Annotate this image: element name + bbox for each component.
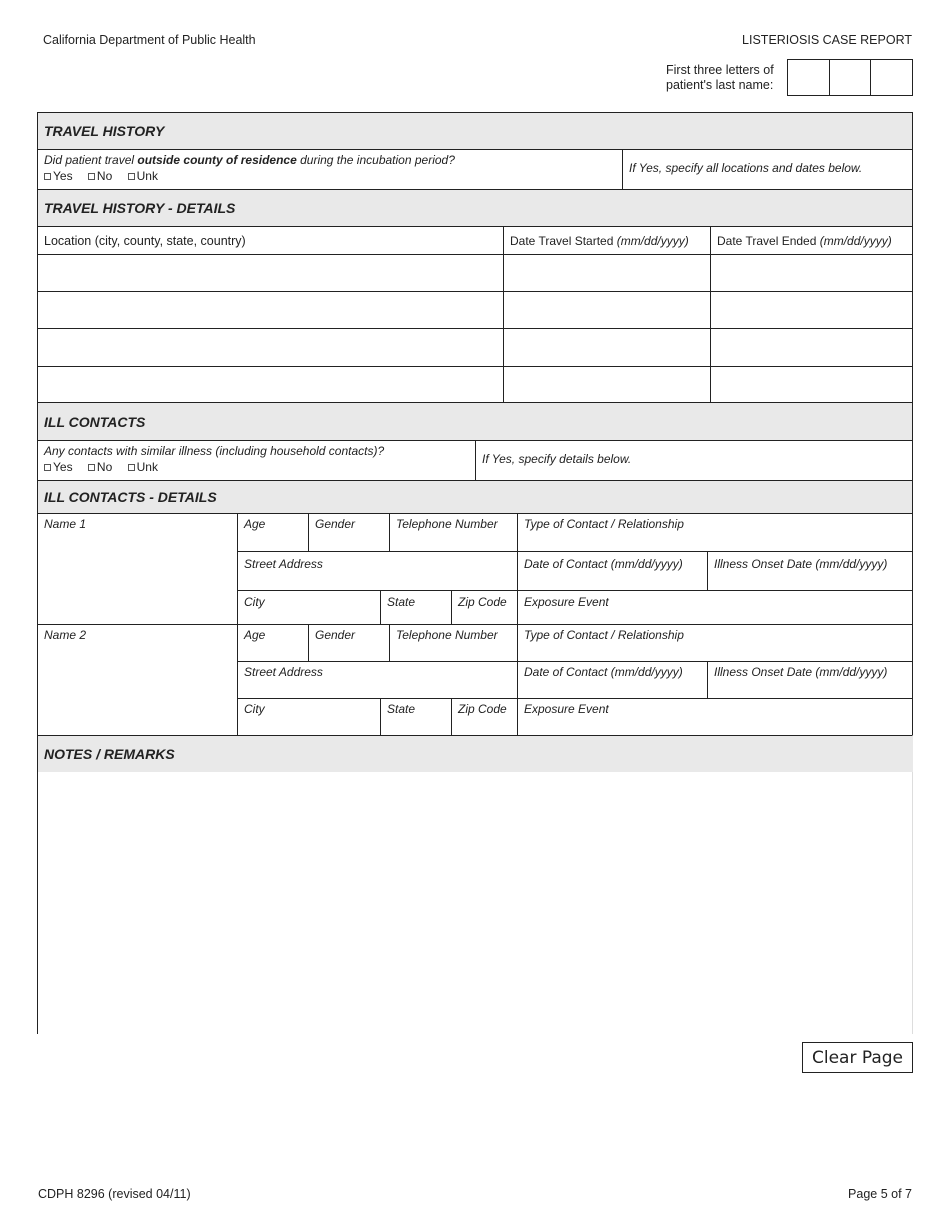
contact-1-exposure-label: Exposure Event: [524, 595, 609, 609]
initial-box-1[interactable]: [788, 60, 829, 95]
travel-question-cell: [37, 149, 623, 190]
contact-1-date-contact[interactable]: [517, 551, 708, 591]
agency-name: California Department of Public Health: [43, 33, 256, 47]
contact-2-phone-label: Telephone Number: [396, 628, 498, 642]
initial-box-3[interactable]: [870, 60, 912, 95]
travel-row-3-start[interactable]: [503, 328, 711, 367]
contact-2-gender[interactable]: [308, 624, 390, 662]
contact-1-state-label: State: [387, 595, 416, 609]
travel-row-1-start[interactable]: [503, 254, 711, 292]
col-start-format: (mm/dd/yyyy): [616, 234, 689, 248]
contact-1-city-label: City: [244, 595, 265, 609]
ill-contacts-header: [37, 402, 913, 441]
ill-option-yes[interactable]: [44, 460, 73, 475]
contact-2-city[interactable]: [237, 698, 381, 736]
travel-row-4-start[interactable]: [503, 366, 711, 403]
checkbox-icon[interactable]: [44, 464, 51, 471]
col-location: [37, 226, 504, 255]
contact-2-zip-label: Zip Code: [458, 702, 507, 716]
contact-1-gender-label: Gender: [315, 517, 356, 531]
travel-row-4-location[interactable]: [37, 366, 504, 403]
contact-2-onset[interactable]: [707, 661, 913, 699]
travel-option-yes[interactable]: [44, 169, 73, 184]
contact-2-name-label: Name 2: [44, 628, 87, 642]
checkbox-icon[interactable]: [88, 173, 95, 180]
travel-option-unk[interactable]: [128, 169, 158, 184]
notes-title: NOTES / REMARKS: [44, 746, 175, 762]
travel-history-header: [37, 112, 913, 150]
ill-question: Any contacts with similar illness (including household contacts)?: [44, 444, 385, 458]
col-end-label: Date Travel Ended: [717, 234, 820, 248]
contact-1-type[interactable]: [517, 513, 913, 552]
ill-if-yes-cell: [475, 440, 913, 481]
initials-label: [666, 63, 784, 93]
contact-1-gender[interactable]: [308, 513, 390, 552]
travel-history-title: TRAVEL HISTORY: [44, 123, 165, 139]
travel-row-1-end[interactable]: [710, 254, 913, 292]
contact-2-street-label: Street Address: [244, 665, 323, 679]
ill-question-cell: [37, 440, 476, 481]
travel-question: [44, 152, 616, 169]
contact-2-date-contact-label: Date of Contact (mm/dd/yyyy): [524, 665, 683, 679]
report-title: LISTERIOSIS CASE REPORT: [742, 33, 912, 47]
form-id: CDPH 8296 (revised 04/11): [38, 1187, 191, 1201]
travel-question-pre: Did patient travel: [44, 153, 138, 167]
ill-option-no[interactable]: [88, 460, 112, 475]
notes-textarea[interactable]: [37, 772, 913, 1034]
contact-2-phone[interactable]: [389, 624, 518, 662]
ill-options: [44, 460, 469, 475]
travel-option-unk-label: Unk: [136, 169, 158, 183]
ill-details-title: ILL CONTACTS - DETAILS: [44, 489, 217, 505]
travel-row-2-end[interactable]: [710, 291, 913, 329]
col-date-started: [503, 226, 711, 255]
ill-option-yes-label: Yes: [53, 460, 73, 474]
contact-2-age[interactable]: [237, 624, 309, 662]
contact-2-age-label: Age: [244, 628, 266, 642]
contact-2-zip[interactable]: [451, 698, 518, 736]
contact-2-type[interactable]: [517, 624, 913, 662]
travel-option-no-label: No: [96, 169, 113, 183]
contact-1-type-label: Type of Contact / Relationship: [524, 517, 684, 531]
contact-2-city-label: City: [244, 702, 265, 716]
contact-1-phone[interactable]: [389, 513, 518, 552]
travel-question-post: during the incubation period?: [296, 153, 455, 167]
travel-if-yes-cell: [622, 149, 913, 190]
contact-1-city[interactable]: [237, 590, 381, 625]
contact-1-zip-label: Zip Code: [458, 595, 507, 609]
contact-2-onset-label: Illness Onset Date (mm/dd/yyyy): [714, 665, 888, 679]
travel-option-no[interactable]: [88, 169, 112, 184]
contact-1-zip[interactable]: [451, 590, 518, 625]
contact-2-state[interactable]: [380, 698, 452, 736]
ill-contacts-title: ILL CONTACTS: [44, 413, 146, 430]
travel-details-title: TRAVEL HISTORY - DETAILS: [44, 200, 236, 216]
contact-1-age[interactable]: [237, 513, 309, 552]
contact-1-street-label: Street Address: [244, 557, 323, 571]
contact-2-exposure[interactable]: [517, 698, 913, 736]
contact-1-exposure[interactable]: [517, 590, 913, 625]
col-location-label: Location (city, county, state, country): [44, 234, 246, 248]
checkbox-icon[interactable]: [44, 173, 51, 180]
ill-option-unk[interactable]: [128, 460, 158, 475]
contact-1-onset-label: Illness Onset Date (mm/dd/yyyy): [714, 557, 888, 571]
travel-row-2-start[interactable]: [503, 291, 711, 329]
travel-row-4-end[interactable]: [710, 366, 913, 403]
contact-1-name[interactable]: [37, 513, 238, 625]
ill-details-header: [37, 480, 913, 514]
contact-1-name-label: Name 1: [44, 517, 87, 531]
contact-2-name[interactable]: [37, 624, 238, 736]
initials-label-line2: patient's last name:: [666, 78, 774, 92]
initials-label-line1: First three letters of: [666, 63, 774, 77]
contact-1-date-contact-label: Date of Contact (mm/dd/yyyy): [524, 557, 683, 571]
travel-option-yes-label: Yes: [53, 169, 73, 183]
contact-2-exposure-label: Exposure Event: [524, 702, 609, 716]
contact-1-street[interactable]: [237, 551, 518, 591]
travel-row-2-location[interactable]: [37, 291, 504, 329]
checkbox-icon[interactable]: [88, 464, 95, 471]
travel-if-yes: If Yes, specify all locations and dates below.: [629, 161, 863, 175]
contact-2-type-label: Type of Contact / Relationship: [524, 628, 684, 642]
col-start-label: Date Travel Started: [510, 234, 617, 248]
contact-1-age-label: Age: [244, 517, 266, 531]
travel-details-header: [37, 189, 913, 227]
ill-if-yes: If Yes, specify details below.: [482, 452, 632, 466]
travel-options: [44, 169, 616, 184]
contact-1-state[interactable]: [380, 590, 452, 625]
travel-question-bold: outside county of residence: [137, 153, 297, 167]
clear-page-button[interactable]: Clear Page: [802, 1042, 913, 1073]
ill-option-unk-label: Unk: [136, 460, 158, 474]
page-number: Page 5 of 7: [848, 1187, 912, 1201]
travel-row-3-location[interactable]: [37, 328, 504, 367]
contact-2-gender-label: Gender: [315, 628, 356, 642]
contact-2-street[interactable]: [237, 661, 518, 699]
ill-option-no-label: No: [96, 460, 113, 474]
checkbox-icon[interactable]: [128, 464, 135, 471]
contact-2-state-label: State: [387, 702, 416, 716]
initial-box-2[interactable]: [829, 60, 871, 95]
travel-row-1-location[interactable]: [37, 254, 504, 292]
col-date-ended: [710, 226, 913, 255]
checkbox-icon[interactable]: [128, 173, 135, 180]
contact-1-phone-label: Telephone Number: [396, 517, 498, 531]
contact-2-date-contact[interactable]: [517, 661, 708, 699]
travel-row-3-end[interactable]: [710, 328, 913, 367]
col-end-format: (mm/dd/yyyy): [819, 234, 892, 248]
initials-boxes: [787, 59, 913, 96]
notes-header: [37, 735, 913, 772]
contact-1-onset[interactable]: [707, 551, 913, 591]
